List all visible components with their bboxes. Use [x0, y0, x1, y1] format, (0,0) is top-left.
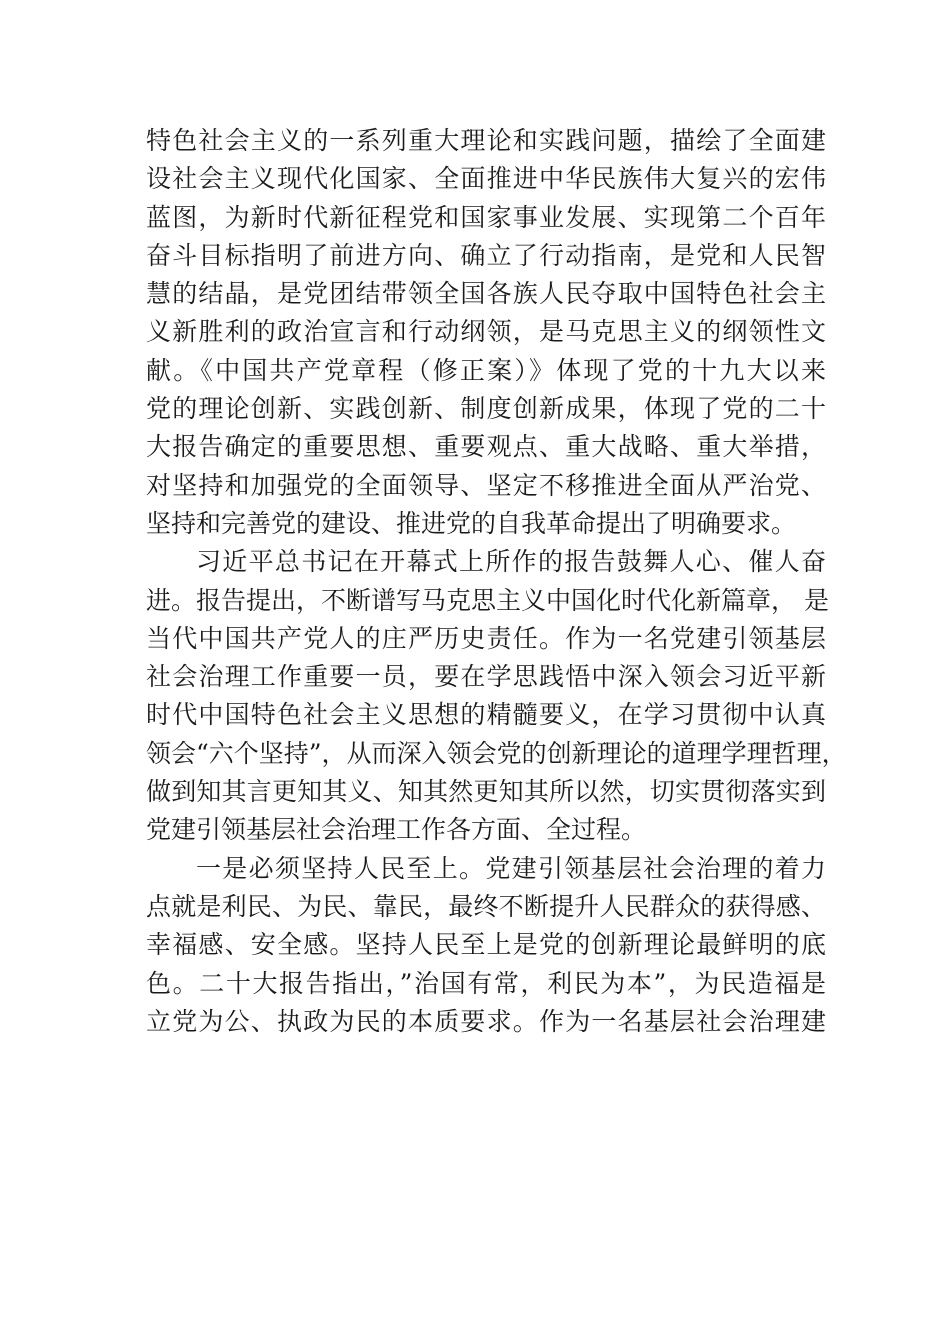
text-line: 大报告确定的重要思想、重要观点、重大战略、重大举措，	[146, 432, 826, 462]
text-line: 党建引领基层社会治理工作各方面、全过程。	[146, 815, 647, 845]
text-line: 义新胜利的政治宣言和行动纲领，是马克思主义的纲领性文	[146, 317, 826, 347]
text-line: 坚持和完善党的建设、推进党的自我革命提出了明确要求。	[146, 508, 797, 538]
text-line: 特色社会主义的一系列重大理论和实践问题，描绘了全面建	[146, 126, 826, 155]
text-line: 进。报告提出，不断谱写马克思主义中国化时代化新篇章， 是	[146, 585, 829, 615]
text-line: 对坚持和加强党的全面领导、坚定不移推进全面从严治党、	[146, 470, 826, 500]
text-line: 幸福感、安全感。坚持人民至上是党的创新理论最鲜明的底	[146, 930, 826, 960]
text-line: 习近平总书记在开幕式上所作的报告鼓舞人心、催人奋	[196, 547, 826, 577]
text-line: 一是必须坚持人民至上。党建引领基层社会治理的着力	[196, 853, 826, 883]
text-line: 时代中国特色社会主义思想的精髓要义，在学习贯彻中认真	[146, 700, 826, 730]
text-line: 立党为公、执政为民的本质要求。作为一名基层社会治理建	[146, 1006, 826, 1036]
text-line: 慧的结晶，是党团结带领全国各族人民夺取中国特色社会主	[146, 279, 826, 309]
text-line: 领会“六个坚持”，从而深入领会党的创新理论的道理学理哲理，	[146, 738, 847, 768]
text-line: 设社会主义现代化国家、全面推进中华民族伟大复兴的宏伟	[146, 164, 826, 194]
paragraph-2	[146, 543, 847, 849]
text-line: 点就是利民、为民、靠民，最终不断提升人民群众的获得感、	[146, 891, 826, 921]
text-line: 党的理论创新、实践创新、制度创新成果，体现了党的二十	[146, 394, 826, 424]
body-text	[146, 122, 847, 1041]
text-line: 色。二十大报告指出，”治国有常，利民为本”，为民造福是	[146, 968, 826, 998]
paragraph-1	[146, 122, 826, 543]
text-line: 奋斗目标指明了前进方向、确立了行动指南，是党和人民智	[146, 240, 826, 270]
text-line: 献。《中国共产党章程（修正案）》体现了党的十九大以来	[146, 355, 826, 385]
paragraph-3	[146, 850, 826, 1041]
text-line: 做到知其言更知其义、知其然更知其所以然，切实贯彻落实到	[146, 777, 826, 807]
text-line: 当代中国共产党人的庄严历史责任。作为一名党建引领基层	[146, 623, 826, 653]
text-line: 社会治理工作重要一员，要在学思践悟中深入领会习近平新	[146, 662, 826, 692]
text-line: 蓝图，为新时代新征程党和国家事业发展、实现第二个百年	[146, 202, 826, 232]
